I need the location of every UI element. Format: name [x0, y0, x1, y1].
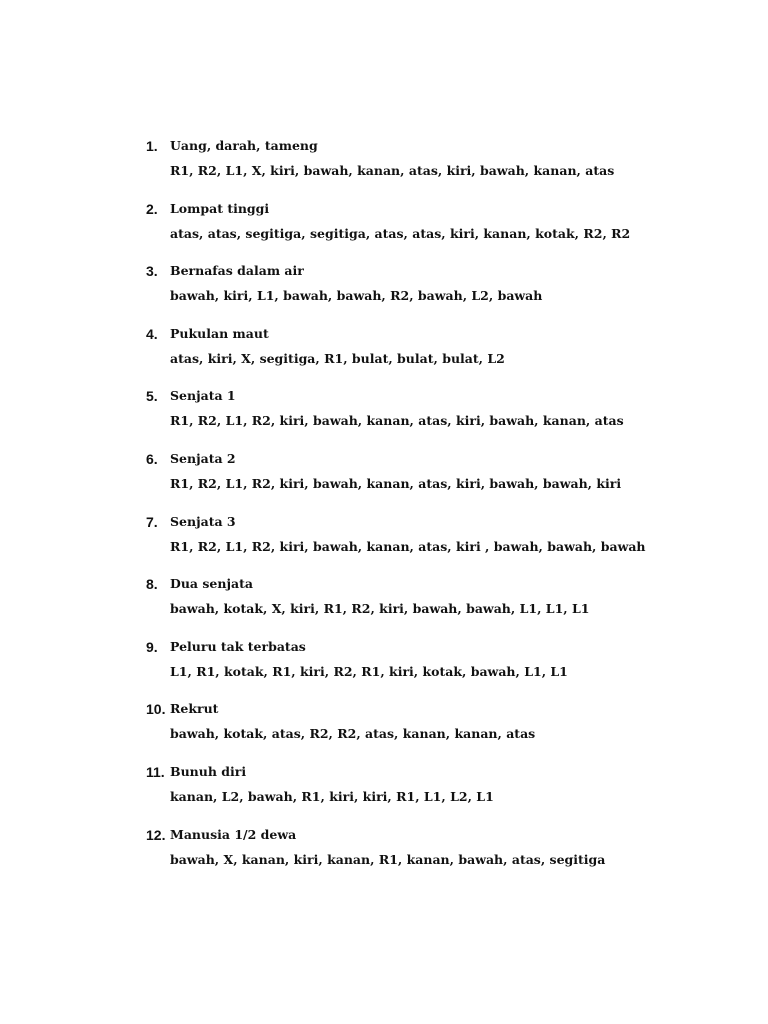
item-combo: bawah, kotak, X, kiri, R1, R2, kiri, bawah, bawah, L1, L1, L1: [170, 601, 590, 617]
item-number: 6.: [146, 450, 158, 467]
item-combo: kanan, L2, bawah, R1, kiri, kiri, R1, L1, L2, L1: [170, 788, 494, 804]
item-title: Bunuh diri: [170, 763, 247, 779]
item-combo: bawah, X, kanan, kiri, kanan, R1, kanan, bawah, atas, segitiga: [170, 851, 606, 867]
item-number: 5.: [146, 388, 158, 405]
list-item: [146, 699, 746, 762]
item-combo: R1, R2, L1, X, kiri, bawah, kanan, atas, kiri, bawah, kanan, atas: [170, 163, 615, 178]
item-number: 8.: [146, 576, 158, 593]
item-combo: bawah, kotak, atas, R2, R2, atas, kanan, kanan, atas: [170, 726, 536, 742]
list-item: [146, 261, 746, 324]
cheat-list: [146, 136, 746, 887]
list-item: [146, 324, 746, 387]
list-item: [146, 825, 746, 888]
item-title: Manusia 1/2 dewa: [170, 826, 297, 842]
item-number: 7.: [146, 513, 158, 530]
item-title: Dua senjata: [170, 576, 253, 592]
list-item: [146, 136, 746, 199]
item-title: Uang, darah, tameng: [170, 138, 318, 153]
list-item: [146, 574, 746, 637]
item-number: 11.: [146, 763, 165, 780]
item-number: 2.: [146, 200, 158, 217]
list-item: [146, 386, 746, 449]
item-combo: R1, R2, L1, R2, kiri, bawah, kanan, atas, kiri, bawah, bawah, kiri: [170, 475, 622, 491]
item-number: 9.: [146, 638, 158, 655]
item-title: Senjata 1: [170, 388, 236, 404]
list-item: [146, 199, 746, 262]
item-title: Senjata 3: [170, 513, 236, 529]
item-title: Lompat tinggi: [170, 200, 270, 216]
item-title: Rekrut: [170, 701, 219, 717]
item-title: Peluru tak terbatas: [170, 638, 306, 654]
item-title: Senjata 2: [170, 450, 236, 466]
list-item: [146, 512, 746, 575]
item-number: 12.: [146, 826, 166, 843]
item-combo: R1, R2, L1, R2, kiri, bawah, kanan, atas, kiri , bawah, bawah, bawah: [170, 538, 646, 554]
item-number: 10.: [146, 701, 166, 718]
item-combo: bawah, kiri, L1, bawah, bawah, R2, bawah, L2, bawah: [170, 288, 543, 304]
item-title: Bernafas dalam air: [170, 263, 304, 279]
item-number: 4.: [146, 325, 158, 342]
item-number: 1.: [146, 138, 158, 154]
item-combo: atas, atas, segitiga, segitiga, atas, atas, kiri, kanan, kotak, R2, R2: [170, 225, 631, 241]
item-combo: R1, R2, L1, R2, kiri, bawah, kanan, atas, kiri, bawah, kanan, atas: [170, 413, 624, 429]
list-item: [146, 762, 746, 825]
item-combo: atas, kiri, X, segitiga, R1, bulat, bulat, bulat, L2: [170, 350, 505, 366]
item-number: 3.: [146, 263, 158, 280]
list-item: [146, 637, 746, 700]
item-title: Pukulan maut: [170, 325, 269, 341]
item-combo: L1, R1, kotak, R1, kiri, R2, R1, kiri, kotak, bawah, L1, L1: [170, 663, 568, 679]
list-item: [146, 449, 746, 512]
